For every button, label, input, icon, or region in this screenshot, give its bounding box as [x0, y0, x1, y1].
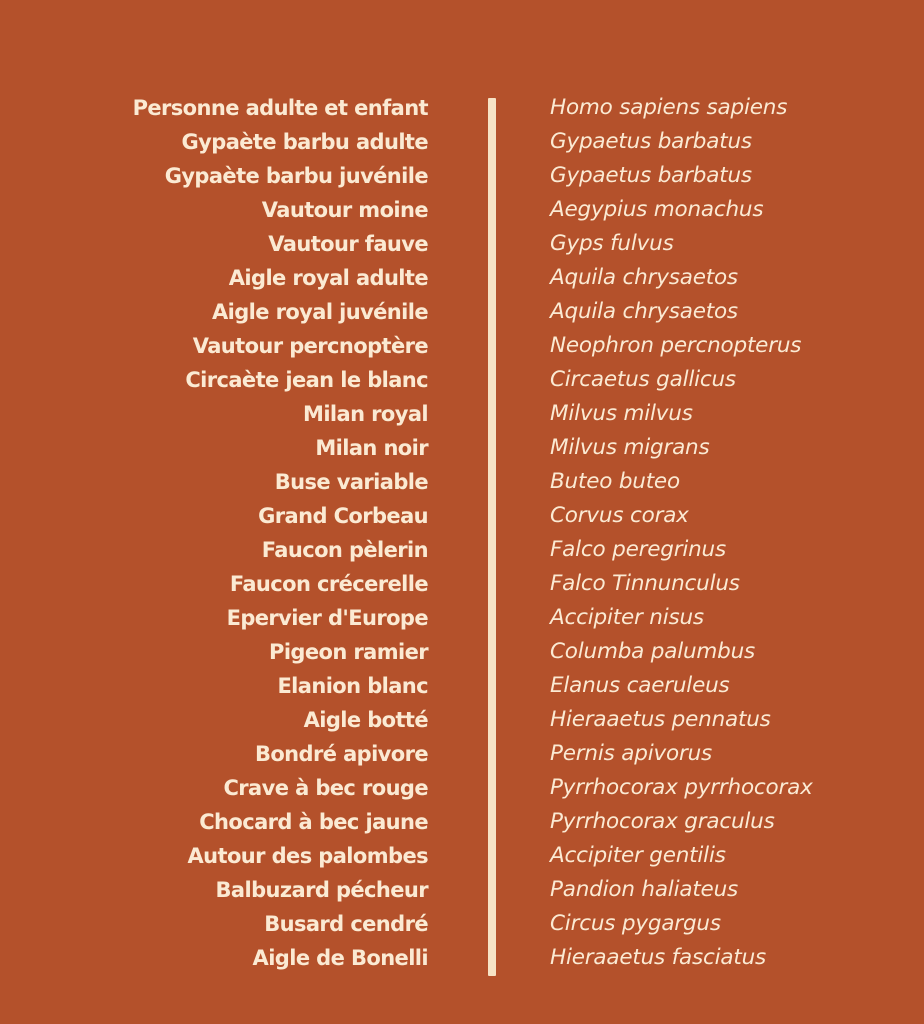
common-name: Personne adulte et enfant — [132, 96, 428, 120]
species-row — [0, 873, 924, 907]
scientific-name: Milvus migrans — [550, 435, 710, 460]
scientific-name: Pandion haliateus — [550, 877, 739, 902]
common-name: Aigle royal juvénile — [211, 300, 428, 324]
common-name: Gypaète barbu adulte — [181, 130, 428, 154]
scientific-name: Aquila chrysaetos — [550, 265, 738, 290]
scientific-name: Corvus corax — [550, 503, 689, 528]
common-name: Chocard à bec jaune — [199, 810, 428, 834]
scientific-name: Elanus caeruleus — [550, 673, 730, 698]
species-row — [0, 533, 924, 567]
scientific-name: Falco peregrinus — [550, 537, 726, 562]
scientific-name: Gypaetus barbatus — [550, 129, 752, 154]
species-row — [0, 771, 924, 805]
common-name: Gypaète barbu juvénile — [164, 164, 428, 188]
species-row — [0, 669, 924, 703]
common-name: Grand Corbeau — [258, 504, 428, 528]
scientific-name: Columba palumbus — [550, 639, 756, 664]
species-row — [0, 941, 924, 975]
common-name: Epervier d'Europe — [226, 606, 428, 630]
species-row — [0, 499, 924, 533]
species-list — [0, 91, 924, 975]
species-row — [0, 227, 924, 261]
species-row — [0, 91, 924, 125]
common-name: Busard cendré — [264, 912, 428, 936]
scientific-name: Accipiter nisus — [550, 605, 704, 630]
species-row — [0, 193, 924, 227]
common-name: Circaète jean le blanc — [185, 368, 428, 392]
common-name: Vautour percnoptère — [192, 334, 428, 358]
scientific-name: Aquila chrysaetos — [550, 299, 738, 324]
scientific-name: Milvus milvus — [550, 401, 693, 426]
scientific-name: Pyrrhocorax graculus — [550, 809, 775, 834]
scientific-name: Gyps fulvus — [550, 231, 674, 256]
species-row — [0, 635, 924, 669]
common-name: Vautour fauve — [268, 232, 428, 256]
common-name: Balbuzard pécheur — [215, 878, 428, 902]
species-row — [0, 601, 924, 635]
common-name: Milan noir — [315, 436, 428, 460]
common-name: Faucon crécerelle — [229, 572, 428, 596]
common-name: Autour des palombes — [187, 844, 428, 868]
species-row — [0, 839, 924, 873]
common-name: Aigle botté — [303, 708, 428, 732]
species-row — [0, 125, 924, 159]
scientific-name: Pernis apivorus — [550, 741, 713, 766]
species-row — [0, 907, 924, 941]
common-name: Milan royal — [303, 402, 428, 426]
scientific-name: Accipiter gentilis — [550, 843, 726, 868]
scientific-name: Circus pygargus — [550, 911, 721, 936]
species-row — [0, 397, 924, 431]
species-row — [0, 567, 924, 601]
species-row — [0, 737, 924, 771]
species-row — [0, 431, 924, 465]
species-row — [0, 465, 924, 499]
common-name: Aigle de Bonelli — [252, 946, 428, 970]
species-row — [0, 703, 924, 737]
scientific-name: Neophron percnopterus — [550, 333, 802, 358]
scientific-name: Circaetus gallicus — [550, 367, 736, 392]
scientific-name: Pyrrhocorax pyrrhocorax — [550, 775, 813, 800]
species-row — [0, 295, 924, 329]
scientific-name: Buteo buteo — [550, 469, 680, 494]
species-row — [0, 159, 924, 193]
scientific-name: Gypaetus barbatus — [550, 163, 752, 188]
scientific-name: Aegypius monachus — [550, 197, 764, 222]
common-name: Buse variable — [274, 470, 428, 494]
scientific-name: Hieraaetus pennatus — [550, 707, 771, 732]
common-name: Pigeon ramier — [269, 640, 428, 664]
scientific-name: Homo sapiens sapiens — [550, 95, 788, 120]
species-row — [0, 329, 924, 363]
common-name: Crave à bec rouge — [223, 776, 428, 800]
common-name: Vautour moine — [261, 198, 428, 222]
scientific-name: Hieraaetus fasciatus — [550, 945, 767, 970]
common-name: Faucon pèlerin — [261, 538, 428, 562]
species-row — [0, 261, 924, 295]
common-name: Elanion blanc — [277, 674, 428, 698]
common-name: Bondré apivore — [254, 742, 428, 766]
scientific-name: Falco Tinnunculus — [550, 571, 740, 596]
common-name: Aigle royal adulte — [228, 266, 428, 290]
species-row — [0, 805, 924, 839]
species-row — [0, 363, 924, 397]
